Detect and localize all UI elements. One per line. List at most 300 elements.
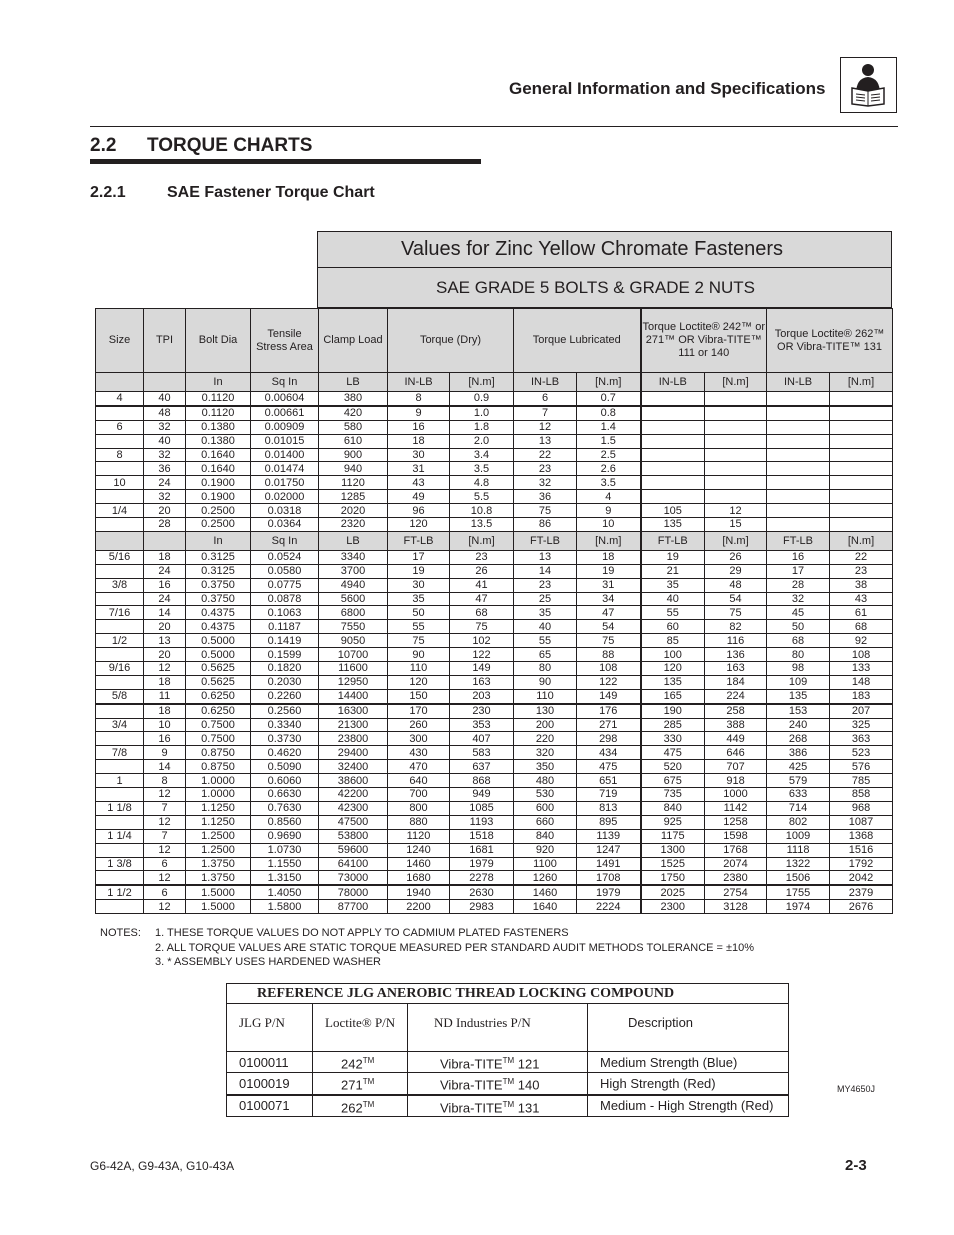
table-cell: 31: [577, 578, 641, 592]
table-cell: 23: [514, 462, 577, 476]
table-cell: 24: [144, 564, 186, 578]
table-cell: 0.3125: [186, 564, 251, 578]
table-cell: 330: [641, 732, 705, 746]
table-cell: 3128: [705, 900, 767, 914]
table-cell: 434: [577, 746, 641, 760]
table-cell: [830, 476, 893, 490]
table-cell: 0.1380: [186, 420, 251, 434]
table-row: [96, 857, 893, 871]
section-underline: [90, 159, 481, 164]
table-cell: [96, 518, 144, 532]
table-cell: 54: [577, 620, 641, 634]
table-cell: 45: [767, 606, 830, 620]
note-item: 2. ALL TORQUE VALUES ARE STATIC TORQUE MEASURED PER STANDARD AUDIT METHODS TOLERANCE = ±10%: [155, 941, 755, 954]
table-cell: 49: [388, 490, 450, 504]
table-cell: 59600: [319, 843, 388, 857]
table-cell: 1 1/8: [96, 801, 144, 815]
table-cell: 0.1380: [186, 434, 251, 448]
table-cell: 1.2500: [186, 829, 251, 843]
table-cell: 480: [514, 774, 577, 788]
table-cell: [705, 406, 767, 420]
table-cell: 80: [514, 662, 577, 676]
table-cell: 10: [96, 476, 144, 490]
figure-id: MY4650J: [837, 1084, 876, 1094]
page-number: 2-3: [845, 1157, 867, 1174]
ref-nd-brand: Vibra-TITE: [440, 1099, 503, 1115]
table-cell: 11: [144, 689, 186, 703]
table-cell: 120: [388, 675, 450, 689]
table-cell: [767, 462, 830, 476]
table-cell: 16300: [319, 704, 388, 718]
table-cell: 55: [641, 606, 705, 620]
table-cell: 18: [388, 434, 450, 448]
table-cell: 0.1120: [186, 406, 251, 420]
table-cell: 1598: [705, 829, 767, 843]
unit-cell: LB: [319, 531, 388, 550]
subsection-heading: [90, 184, 375, 202]
table-cell: 96: [388, 504, 450, 518]
table-cell: 60: [641, 620, 705, 634]
table-cell: 184: [705, 675, 767, 689]
table-cell: 48: [705, 578, 767, 592]
table-cell: 14: [514, 564, 577, 578]
table-cell: 1.1250: [186, 815, 251, 829]
ref-description: Medium - High Strength (Red): [588, 1095, 789, 1117]
table-row: [96, 634, 893, 648]
table-cell: 1518: [450, 829, 514, 843]
table-cell: 0.4620: [251, 746, 319, 760]
table-cell: 1.0730: [251, 843, 319, 857]
table-cell: 102: [450, 634, 514, 648]
table-cell: 0.3750: [186, 592, 251, 606]
reference-row: [227, 1052, 789, 1073]
table-cell: 149: [577, 689, 641, 703]
table-cell: 1491: [577, 857, 641, 871]
table-cell: 580: [319, 420, 388, 434]
table-cell: 920: [514, 843, 577, 857]
unit-cell: LB: [319, 373, 388, 392]
table-cell: 420: [319, 406, 388, 420]
table-cell: 24: [144, 592, 186, 606]
table-cell: [96, 406, 144, 420]
table-cell: 1.1250: [186, 801, 251, 815]
table-cell: 109: [767, 675, 830, 689]
table-cell: 0.2030: [251, 675, 319, 689]
table-cell: 2300: [641, 900, 705, 914]
table-cell: 40: [144, 392, 186, 406]
chart-title-box: [317, 231, 892, 308]
table-cell: 90: [514, 675, 577, 689]
ref-header-nd: ND Industries P/N: [408, 1004, 588, 1052]
table-cell: 0.00661: [251, 406, 319, 420]
table-cell: 1.8: [450, 420, 514, 434]
table-row: [96, 900, 893, 914]
table-cell: 12: [144, 662, 186, 676]
table-cell: 5/8: [96, 689, 144, 703]
table-cell: 38: [830, 578, 893, 592]
footer-models: G6-42A, G9-43A, G10-43A: [90, 1159, 235, 1173]
table-cell: 16: [144, 732, 186, 746]
table-cell: 1680: [388, 871, 450, 885]
table-cell: 3.4: [450, 448, 514, 462]
table-cell: 12: [514, 420, 577, 434]
table-cell: 298: [577, 732, 641, 746]
table-cell: 13: [144, 634, 186, 648]
table-cell: 0.1187: [251, 620, 319, 634]
table-cell: 0.1120: [186, 392, 251, 406]
table-cell: 0.1900: [186, 490, 251, 504]
table-cell: 895: [577, 815, 641, 829]
table-cell: 32: [767, 592, 830, 606]
table-cell: 5/16: [96, 550, 144, 564]
table-cell: 7550: [319, 620, 388, 634]
table-cell: 13: [514, 434, 577, 448]
table-cell: [830, 504, 893, 518]
table-cell: 7: [144, 801, 186, 815]
table-cell: 719: [577, 788, 641, 802]
table-cell: 0.1640: [186, 448, 251, 462]
table-cell: 54: [705, 592, 767, 606]
trademark: TM: [502, 1056, 515, 1065]
table-cell: 55: [514, 634, 577, 648]
table-cell: 18: [144, 675, 186, 689]
table-cell: 1100: [514, 857, 577, 871]
ref-loctite-number: 271: [341, 1077, 363, 1093]
ref-nd-number: 121: [517, 1056, 540, 1072]
table-cell: 47: [577, 606, 641, 620]
table-cell: [96, 620, 144, 634]
table-cell: 88: [577, 648, 641, 662]
unit-cell: [N.m]: [705, 373, 767, 392]
table-cell: 2200: [388, 900, 450, 914]
table-cell: 2320: [319, 518, 388, 532]
table-cell: 47500: [319, 815, 388, 829]
table-cell: [767, 518, 830, 532]
table-cell: 38600: [319, 774, 388, 788]
column-header: Size: [96, 309, 144, 373]
table-cell: 2380: [705, 871, 767, 885]
table-cell: 0.0775: [251, 578, 319, 592]
table-cell: 6800: [319, 606, 388, 620]
table-cell: 12: [144, 871, 186, 885]
table-cell: 9: [577, 504, 641, 518]
table-cell: 579: [767, 774, 830, 788]
column-header: Torque Loctite® 262™ OR Vibra-TITE™ 131: [767, 309, 893, 373]
table-cell: 353: [450, 718, 514, 732]
table-cell: 21: [641, 564, 705, 578]
table-cell: 100: [641, 648, 705, 662]
table-cell: 9: [388, 406, 450, 420]
table-cell: 8: [144, 774, 186, 788]
table-row: [96, 675, 893, 689]
ref-header-loctite: Loctite® P/N: [313, 1004, 408, 1052]
table-cell: [96, 788, 144, 802]
table-cell: 68: [830, 620, 893, 634]
table-cell: [705, 490, 767, 504]
table-cell: 388: [705, 718, 767, 732]
section-number: 2.2: [90, 135, 117, 156]
table-cell: 153: [767, 704, 830, 718]
table-cell: 120: [388, 518, 450, 532]
table-cell: 0.0580: [251, 564, 319, 578]
trademark: TM: [502, 1099, 515, 1109]
unit-cell: [144, 373, 186, 392]
table-cell: 230: [450, 704, 514, 718]
table-cell: 523: [830, 746, 893, 760]
table-cell: 14: [144, 606, 186, 620]
table-cell: 34: [577, 592, 641, 606]
table-cell: 73000: [319, 871, 388, 885]
table-cell: 735: [641, 788, 705, 802]
subsection-number: 2.2.1: [90, 184, 126, 201]
table-row: [96, 788, 893, 802]
table-cell: 1.5000: [186, 900, 251, 914]
table-cell: 0.3340: [251, 718, 319, 732]
table-cell: 133: [830, 662, 893, 676]
table-cell: 85: [641, 634, 705, 648]
table-cell: 0.1900: [186, 476, 251, 490]
table-cell: 7: [144, 829, 186, 843]
table-cell: 23: [830, 564, 893, 578]
table-cell: 0.0524: [251, 550, 319, 564]
table-cell: 17: [388, 550, 450, 564]
table-cell: 918: [705, 774, 767, 788]
table-cell: 163: [450, 675, 514, 689]
table-cell: 363: [830, 732, 893, 746]
table-row: [96, 704, 893, 718]
table-cell: 75: [514, 504, 577, 518]
table-cell: 36: [514, 490, 577, 504]
table-cell: 660: [514, 815, 577, 829]
table-cell: 2630: [450, 885, 514, 899]
table-cell: [96, 760, 144, 774]
unit-cell: FT-LB: [388, 531, 450, 550]
table-cell: 2676: [830, 900, 893, 914]
table-cell: 10700: [319, 648, 388, 662]
table-cell: 520: [641, 760, 705, 774]
ref-loctite-pn: [313, 1095, 408, 1117]
table-cell: 22: [514, 448, 577, 462]
table-cell: 50: [767, 620, 830, 634]
unit-cell: IN-LB: [514, 373, 577, 392]
table-cell: 640: [388, 774, 450, 788]
table-cell: 646: [705, 746, 767, 760]
chart-subtitle: SAE GRADE 5 BOLTS & GRADE 2 NUTS: [436, 278, 755, 297]
table-cell: 224: [705, 689, 767, 703]
table-cell: 12950: [319, 675, 388, 689]
ref-loctite-number: 262: [341, 1099, 363, 1115]
table-row: [96, 689, 893, 703]
table-cell: 8: [96, 448, 144, 462]
table-cell: 0.7500: [186, 718, 251, 732]
table-cell: 9050: [319, 634, 388, 648]
table-cell: 42300: [319, 801, 388, 815]
table-cell: 0.01474: [251, 462, 319, 476]
table-cell: 1 1/2: [96, 885, 144, 899]
table-cell: 48: [144, 406, 186, 420]
table-cell: 0.02000: [251, 490, 319, 504]
table-cell: 30: [388, 448, 450, 462]
table-cell: 1247: [577, 843, 641, 857]
table-cell: [96, 592, 144, 606]
table-cell: 65: [514, 648, 577, 662]
table-row: [96, 434, 893, 448]
ref-description: High Strength (Red): [588, 1073, 789, 1095]
table-cell: [767, 420, 830, 434]
table-cell: 23: [514, 578, 577, 592]
table-cell: 12: [705, 504, 767, 518]
table-cell: 47: [450, 592, 514, 606]
table-cell: 3700: [319, 564, 388, 578]
table-cell: 1139: [577, 829, 641, 843]
table-cell: 610: [319, 434, 388, 448]
table-cell: 2020: [319, 504, 388, 518]
table-cell: 98: [767, 662, 830, 676]
table-cell: 0.6060: [251, 774, 319, 788]
table-cell: 0.00604: [251, 392, 319, 406]
table-cell: 176: [577, 704, 641, 718]
table-cell: 3340: [319, 550, 388, 564]
unit-cell: Sq In: [251, 531, 319, 550]
table-row: [96, 732, 893, 746]
table-cell: 10.8: [450, 504, 514, 518]
table-cell: 0.8560: [251, 815, 319, 829]
table-cell: 35: [514, 606, 577, 620]
table-cell: [96, 462, 144, 476]
column-header: Clamp Load: [319, 309, 388, 373]
table-cell: [96, 675, 144, 689]
table-row: [96, 620, 893, 634]
table-row: [96, 760, 893, 774]
table-cell: [767, 490, 830, 504]
table-cell: 1000: [705, 788, 767, 802]
table-cell: 1.5000: [186, 885, 251, 899]
table-cell: [767, 406, 830, 420]
table-cell: 32: [514, 476, 577, 490]
table-cell: 1.0: [450, 406, 514, 420]
table-cell: 0.3125: [186, 550, 251, 564]
table-cell: 7/16: [96, 606, 144, 620]
table-cell: [705, 434, 767, 448]
table-cell: 949: [450, 788, 514, 802]
table-cell: 53800: [319, 829, 388, 843]
table-row: [96, 476, 893, 490]
unit-cell: IN-LB: [767, 373, 830, 392]
table-cell: 120: [641, 662, 705, 676]
table-cell: 40: [144, 434, 186, 448]
units-row: [96, 373, 893, 392]
table-cell: [96, 843, 144, 857]
table-cell: 6: [514, 392, 577, 406]
table-cell: 1: [96, 774, 144, 788]
ref-nd-pn: [408, 1052, 588, 1073]
table-row: [96, 843, 893, 857]
table-cell: 9: [144, 746, 186, 760]
table-cell: 13: [514, 550, 577, 564]
table-cell: 21300: [319, 718, 388, 732]
table-cell: [96, 732, 144, 746]
ref-nd-brand: Vibra-TITE: [440, 1077, 503, 1093]
table-cell: 1.0000: [186, 774, 251, 788]
table-row: [96, 815, 893, 829]
table-cell: 0.1820: [251, 662, 319, 676]
table-cell: 1009: [767, 829, 830, 843]
table-cell: 802: [767, 815, 830, 829]
table-cell: 1.3750: [186, 871, 251, 885]
table-cell: 148: [830, 675, 893, 689]
table-cell: 40: [514, 620, 577, 634]
table-cell: 10: [577, 518, 641, 532]
table-cell: 1120: [319, 476, 388, 490]
table-cell: 3.5: [577, 476, 641, 490]
table-cell: 5600: [319, 592, 388, 606]
table-cell: 800: [388, 801, 450, 815]
table-cell: 1.2500: [186, 843, 251, 857]
table-cell: 2754: [705, 885, 767, 899]
table-cell: 600: [514, 801, 577, 815]
table-cell: 1506: [767, 871, 830, 885]
table-cell: 150: [388, 689, 450, 703]
table-cell: 30: [388, 578, 450, 592]
table-cell: 165: [641, 689, 705, 703]
table-cell: 11600: [319, 662, 388, 676]
table-cell: 1768: [705, 843, 767, 857]
table-cell: 64100: [319, 857, 388, 871]
table-cell: 28: [144, 518, 186, 532]
table-cell: 380: [319, 392, 388, 406]
table-cell: 4940: [319, 578, 388, 592]
table-cell: 105: [641, 504, 705, 518]
table-cell: 108: [830, 648, 893, 662]
table-cell: 0.6630: [251, 788, 319, 802]
table-cell: 785: [830, 774, 893, 788]
table-cell: 325: [830, 718, 893, 732]
trademark: TM: [362, 1077, 375, 1087]
table-cell: 1240: [388, 843, 450, 857]
table-cell: 6: [96, 420, 144, 434]
table-cell: 1175: [641, 829, 705, 843]
table-row: [96, 885, 893, 899]
table-cell: 0.5090: [251, 760, 319, 774]
table-cell: 170: [388, 704, 450, 718]
table-cell: 1708: [577, 871, 641, 885]
table-cell: 1 3/8: [96, 857, 144, 871]
ref-loctite-pn: [313, 1073, 408, 1095]
table-cell: 268: [767, 732, 830, 746]
table-cell: [641, 490, 705, 504]
table-cell: 530: [514, 788, 577, 802]
table-cell: 300: [388, 732, 450, 746]
table-cell: 110: [388, 662, 450, 676]
table-cell: 0.2500: [186, 504, 251, 518]
units-row: [96, 531, 893, 550]
unit-cell: FT-LB: [767, 531, 830, 550]
table-cell: 28: [767, 578, 830, 592]
table-cell: 4: [96, 392, 144, 406]
table-cell: 3/4: [96, 718, 144, 732]
table-cell: 1258: [705, 815, 767, 829]
table-cell: [830, 518, 893, 532]
table-cell: 86: [514, 518, 577, 532]
ref-nd-number: 140: [517, 1077, 540, 1093]
subsection-title: SAE Fastener Torque Chart: [167, 184, 375, 201]
table-cell: 35: [388, 592, 450, 606]
table-cell: 0.5000: [186, 634, 251, 648]
table-cell: 23: [450, 550, 514, 564]
table-cell: 1/2: [96, 634, 144, 648]
table-cell: 32: [144, 490, 186, 504]
table-cell: 0.01400: [251, 448, 319, 462]
